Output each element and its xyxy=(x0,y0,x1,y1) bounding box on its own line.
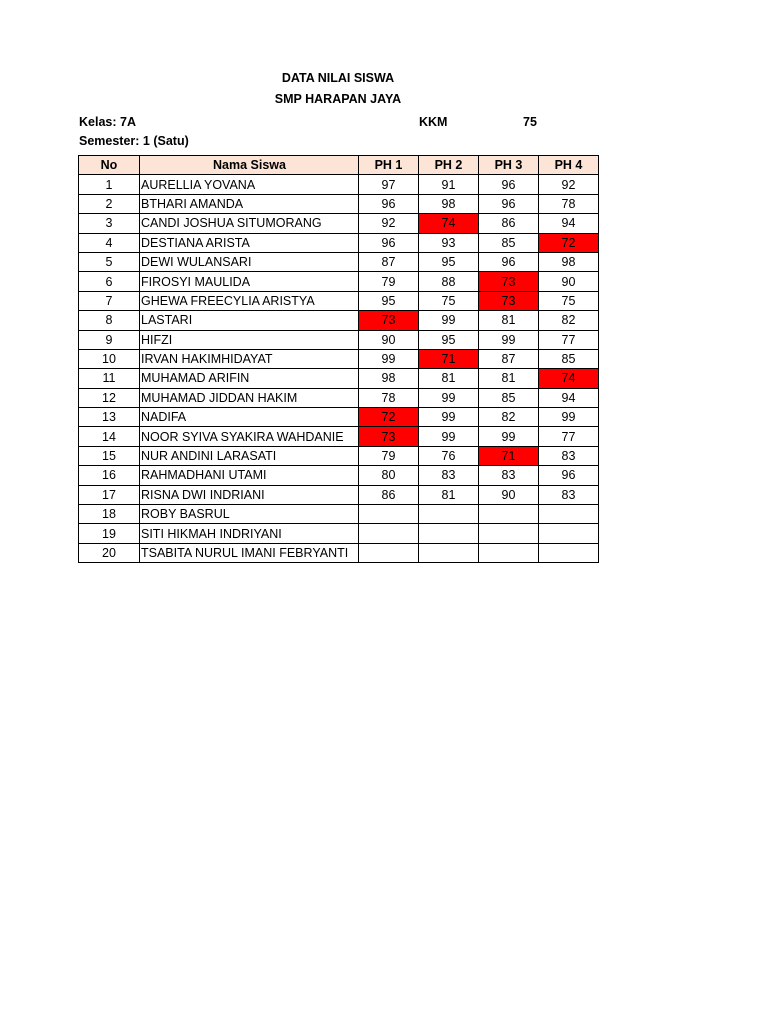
student-name: AURELLIA YOVANA xyxy=(140,175,359,194)
score-ph2 xyxy=(419,524,479,543)
student-name: RAHMADHANI UTAMI xyxy=(140,466,359,485)
score-ph1: 78 xyxy=(359,388,419,407)
score-ph3: 71 xyxy=(479,446,539,465)
score-ph4: 77 xyxy=(539,330,599,349)
score-ph3: 99 xyxy=(479,330,539,349)
score-ph2: 81 xyxy=(419,485,479,504)
score-ph4: 90 xyxy=(539,272,599,291)
student-name: HIFZI xyxy=(140,330,359,349)
student-name: NUR ANDINI LARASATI xyxy=(140,446,359,465)
score-ph1: 87 xyxy=(359,252,419,271)
score-ph3: 73 xyxy=(479,291,539,310)
score-ph2 xyxy=(419,505,479,524)
row-number: 20 xyxy=(79,543,140,562)
score-ph1: 72 xyxy=(359,408,419,427)
score-ph4: 82 xyxy=(539,311,599,330)
score-ph4: 83 xyxy=(539,485,599,504)
header-no: No xyxy=(79,156,140,175)
score-ph3: 83 xyxy=(479,466,539,485)
score-ph3: 73 xyxy=(479,272,539,291)
score-ph2: 74 xyxy=(419,214,479,233)
score-ph1: 95 xyxy=(359,291,419,310)
row-number: 6 xyxy=(79,272,140,291)
score-ph3: 86 xyxy=(479,214,539,233)
row-number: 13 xyxy=(79,408,140,427)
table-row xyxy=(79,214,599,233)
score-ph1: 90 xyxy=(359,330,419,349)
score-ph1: 92 xyxy=(359,214,419,233)
score-ph4: 98 xyxy=(539,252,599,271)
kkm-label: KKM xyxy=(419,115,448,129)
row-number: 2 xyxy=(79,194,140,213)
table-row xyxy=(79,408,599,427)
header-ph4: PH 4 xyxy=(539,156,599,175)
row-number: 16 xyxy=(79,466,140,485)
row-number: 11 xyxy=(79,369,140,388)
score-ph1: 80 xyxy=(359,466,419,485)
table-row xyxy=(79,388,599,407)
grades-table xyxy=(78,155,599,563)
row-number: 19 xyxy=(79,524,140,543)
row-number: 17 xyxy=(79,485,140,504)
student-name: FIROSYI MAULIDA xyxy=(140,272,359,291)
row-number: 9 xyxy=(79,330,140,349)
score-ph2: 91 xyxy=(419,175,479,194)
row-number: 15 xyxy=(79,446,140,465)
score-ph2: 95 xyxy=(419,330,479,349)
row-number: 12 xyxy=(79,388,140,407)
score-ph3: 96 xyxy=(479,194,539,213)
score-ph3: 96 xyxy=(479,252,539,271)
score-ph3: 81 xyxy=(479,369,539,388)
table-row xyxy=(79,485,599,504)
score-ph4: 72 xyxy=(539,233,599,252)
score-ph2: 99 xyxy=(419,388,479,407)
score-ph4: 74 xyxy=(539,369,599,388)
table-row xyxy=(79,272,599,291)
table-header-row xyxy=(79,156,599,175)
row-number: 8 xyxy=(79,311,140,330)
kkm-value: 75 xyxy=(523,115,537,129)
score-ph2: 81 xyxy=(419,369,479,388)
score-ph2: 95 xyxy=(419,252,479,271)
student-name: RISNA DWI INDRIANI xyxy=(140,485,359,504)
table-row xyxy=(79,175,599,194)
score-ph1: 98 xyxy=(359,369,419,388)
score-ph4: 78 xyxy=(539,194,599,213)
score-ph2: 76 xyxy=(419,446,479,465)
row-number: 5 xyxy=(79,252,140,271)
score-ph3: 85 xyxy=(479,388,539,407)
table-row xyxy=(79,349,599,368)
class-label: Kelas: 7A xyxy=(79,115,136,129)
student-name: ROBY BASRUL xyxy=(140,505,359,524)
score-ph2: 98 xyxy=(419,194,479,213)
student-name: SITI HIKMAH INDRIYANI xyxy=(140,524,359,543)
student-name: DESTIANA ARISTA xyxy=(140,233,359,252)
score-ph3: 96 xyxy=(479,175,539,194)
score-ph2: 99 xyxy=(419,311,479,330)
score-ph1 xyxy=(359,524,419,543)
student-name: GHEWA FREECYLIA ARISTYA xyxy=(140,291,359,310)
score-ph3 xyxy=(479,524,539,543)
score-ph3: 85 xyxy=(479,233,539,252)
header-ph2: PH 2 xyxy=(419,156,479,175)
student-name: NADIFA xyxy=(140,408,359,427)
score-ph4 xyxy=(539,524,599,543)
score-ph3: 99 xyxy=(479,427,539,446)
table-row xyxy=(79,543,599,562)
score-ph1: 86 xyxy=(359,485,419,504)
score-ph1: 73 xyxy=(359,427,419,446)
school-name: SMP HARAPAN JAYA xyxy=(274,92,402,106)
table-row xyxy=(79,369,599,388)
table-row xyxy=(79,505,599,524)
score-ph4: 77 xyxy=(539,427,599,446)
table-row xyxy=(79,194,599,213)
score-ph1: 99 xyxy=(359,349,419,368)
score-ph2: 75 xyxy=(419,291,479,310)
score-ph3: 90 xyxy=(479,485,539,504)
score-ph4: 75 xyxy=(539,291,599,310)
score-ph3 xyxy=(479,543,539,562)
score-ph1: 79 xyxy=(359,446,419,465)
student-name: IRVAN HAKIMHIDAYAT xyxy=(140,349,359,368)
row-number: 10 xyxy=(79,349,140,368)
table-row xyxy=(79,427,599,446)
score-ph4: 92 xyxy=(539,175,599,194)
score-ph2: 71 xyxy=(419,349,479,368)
header-ph1: PH 1 xyxy=(359,156,419,175)
table-row xyxy=(79,524,599,543)
score-ph3: 82 xyxy=(479,408,539,427)
score-ph2: 99 xyxy=(419,408,479,427)
table-row xyxy=(79,466,599,485)
score-ph2: 99 xyxy=(419,427,479,446)
student-name: MUHAMAD ARIFIN xyxy=(140,369,359,388)
score-ph1: 96 xyxy=(359,233,419,252)
student-name: NOOR SYIVA SYAKIRA WAHDANIE xyxy=(140,427,359,446)
score-ph4: 94 xyxy=(539,214,599,233)
score-ph4 xyxy=(539,543,599,562)
student-name: DEWI WULANSARI xyxy=(140,252,359,271)
score-ph2: 88 xyxy=(419,272,479,291)
student-name: MUHAMAD JIDDAN HAKIM xyxy=(140,388,359,407)
row-number: 4 xyxy=(79,233,140,252)
header-ph3: PH 3 xyxy=(479,156,539,175)
student-name: LASTARI xyxy=(140,311,359,330)
score-ph4: 85 xyxy=(539,349,599,368)
table-row xyxy=(79,233,599,252)
table-row xyxy=(79,311,599,330)
document-title: DATA NILAI SISWA xyxy=(281,71,395,85)
semester-label: Semester: 1 (Satu) xyxy=(79,134,189,148)
score-ph1: 79 xyxy=(359,272,419,291)
score-ph1: 73 xyxy=(359,311,419,330)
row-number: 14 xyxy=(79,427,140,446)
table-row xyxy=(79,252,599,271)
header-nama-siswa: Nama Siswa xyxy=(140,156,359,175)
table-body xyxy=(79,175,599,563)
student-name: BTHARI AMANDA xyxy=(140,194,359,213)
score-ph2: 83 xyxy=(419,466,479,485)
score-ph4 xyxy=(539,505,599,524)
score-ph3 xyxy=(479,505,539,524)
row-number: 3 xyxy=(79,214,140,233)
score-ph1 xyxy=(359,505,419,524)
score-ph1: 96 xyxy=(359,194,419,213)
student-name: CANDI JOSHUA SITUMORANG xyxy=(140,214,359,233)
score-ph3: 87 xyxy=(479,349,539,368)
score-ph1: 97 xyxy=(359,175,419,194)
row-number: 18 xyxy=(79,505,140,524)
score-ph2 xyxy=(419,543,479,562)
score-ph4: 96 xyxy=(539,466,599,485)
table-row xyxy=(79,446,599,465)
score-ph4: 83 xyxy=(539,446,599,465)
score-ph1 xyxy=(359,543,419,562)
student-name: TSABITA NURUL IMANI FEBRYANTI xyxy=(140,543,359,562)
row-number: 7 xyxy=(79,291,140,310)
table-row xyxy=(79,291,599,310)
row-number: 1 xyxy=(79,175,140,194)
score-ph2: 93 xyxy=(419,233,479,252)
score-ph3: 81 xyxy=(479,311,539,330)
score-ph4: 99 xyxy=(539,408,599,427)
score-ph4: 94 xyxy=(539,388,599,407)
table-row xyxy=(79,330,599,349)
